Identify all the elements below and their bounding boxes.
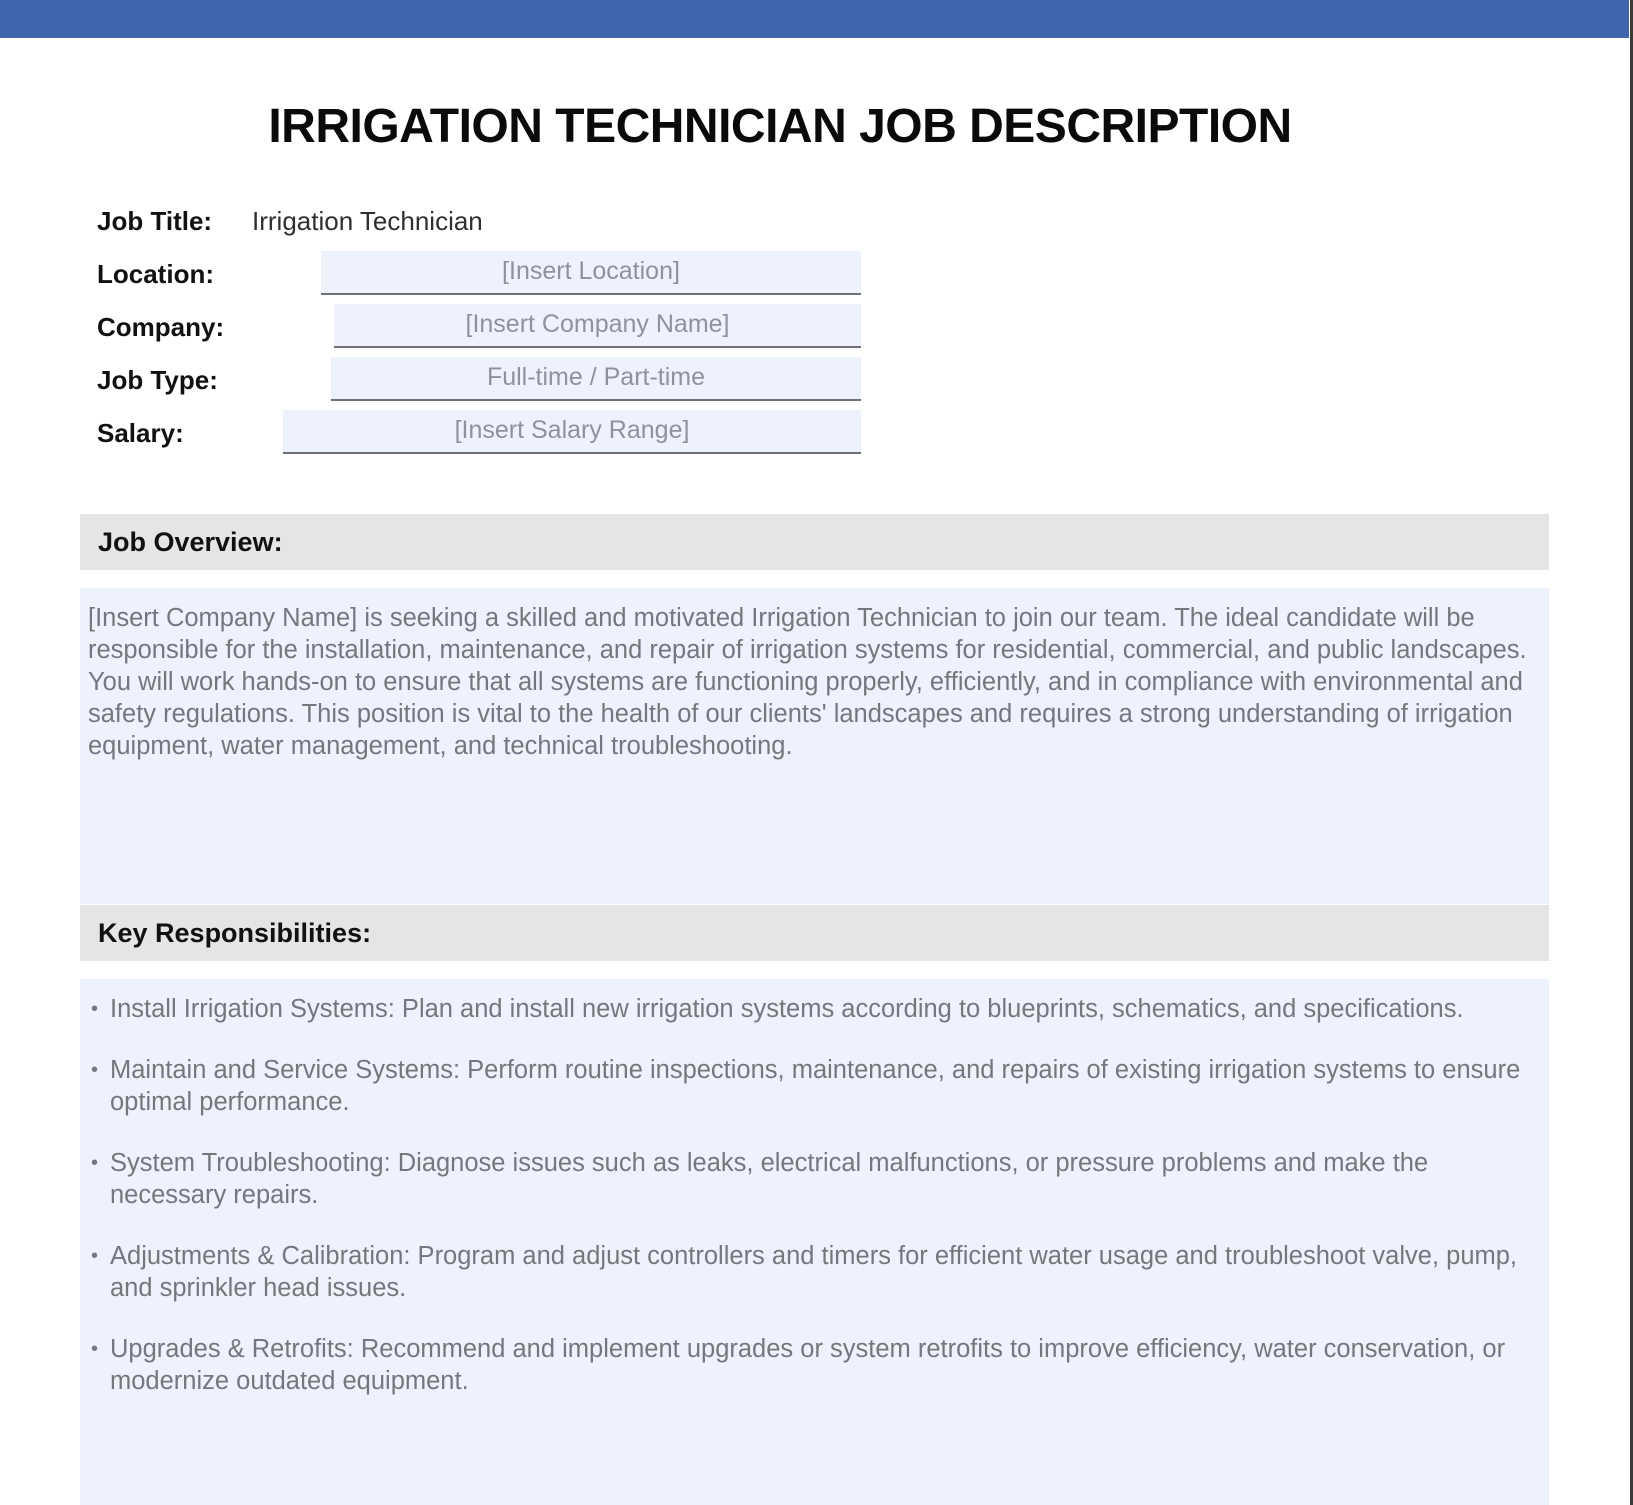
company-input[interactable] — [334, 304, 861, 348]
list-item-text: Adjustments & Calibration: Program and adjust controllers and timers for efficient water usage and troubleshoot valve, pump, and sprinkler head issues. — [110, 1242, 1518, 1302]
list-item — [88, 1333, 1535, 1397]
section-header-job-overview — [80, 514, 1549, 570]
bullet-icon: • — [91, 1245, 99, 1267]
bullet-icon: • — [91, 1338, 99, 1360]
meta-row-job-title — [97, 196, 857, 242]
job-type-placeholder: Full-time / Part-time — [486, 362, 706, 391]
section-header-key-responsibilities — [80, 905, 1549, 961]
bullet-icon: • — [91, 1152, 99, 1174]
salary-label: Salary: — [97, 418, 184, 448]
list-item-text: Install Irrigation Systems: Plan and install new irrigation systems according to blueprints, schematics, and specifications. — [110, 995, 1464, 1023]
job-overview-heading: Job Overview: — [98, 527, 283, 557]
meta-row-company — [97, 295, 857, 348]
location-placeholder: [Insert Location] — [502, 256, 680, 285]
job-title-label: Job Title: — [97, 206, 213, 236]
meta-row-job-type — [97, 348, 857, 401]
list-item-text: System Troubleshooting: Diagnose issues such as leaks, electrical malfunctions, or pressure problems and make the necessary repairs. — [110, 1149, 1429, 1209]
meta-row-location — [97, 242, 857, 295]
company-label: Company: — [97, 312, 225, 342]
responsibilities-list — [88, 993, 1535, 1397]
list-item — [88, 1054, 1535, 1118]
company-placeholder: [Insert Company Name] — [465, 309, 730, 338]
list-item — [88, 1240, 1535, 1304]
meta-row-salary — [97, 401, 857, 454]
section-body-key-responsibilities — [80, 979, 1549, 1505]
location-input[interactable] — [321, 251, 861, 295]
section-body-job-overview — [80, 588, 1549, 904]
bullet-icon: • — [91, 1059, 99, 1081]
location-label: Location: — [97, 259, 214, 289]
list-item — [88, 1147, 1535, 1211]
job-meta-block — [97, 196, 857, 454]
list-item-text: Upgrades & Retrofits: Recommend and implement upgrades or system retrofits to improve efficiency, water conservation, or modernize outdated equipment. — [110, 1335, 1506, 1395]
key-responsibilities-heading: Key Responsibilities: — [98, 918, 372, 948]
salary-placeholder: [Insert Salary Range] — [454, 415, 690, 444]
job-type-input[interactable] — [331, 357, 861, 401]
job-type-label: Job Type: — [97, 365, 218, 395]
top-accent-bar — [0, 0, 1629, 38]
job-overview-text: [Insert Company Name] is seeking a skilled and motivated Irrigation Technician to join our team. The ideal candidate will be responsible for the installation, maintenance, and repair of irrigation systems for residential, commercial, and public landscapes. You will work hands-on to ensure that all systems are functioning properly, efficiently, and in compliance with environmental and safety regulations. This position is vital to the health of our clients' landscapes and requires a strong understanding of irrigation equipment, water management, and technical troubleshooting. — [88, 604, 1527, 760]
page-title: IRRIGATION TECHNICIAN JOB DESCRIPTION — [268, 100, 1292, 153]
salary-input[interactable] — [283, 410, 861, 454]
job-title-value: Irrigation Technician — [252, 206, 483, 236]
list-item — [88, 993, 1535, 1025]
bullet-icon: • — [91, 998, 99, 1020]
list-item-text: Maintain and Service Systems: Perform routine inspections, maintenance, and repairs of existing irrigation systems to ensure optimal performance. — [110, 1056, 1521, 1116]
